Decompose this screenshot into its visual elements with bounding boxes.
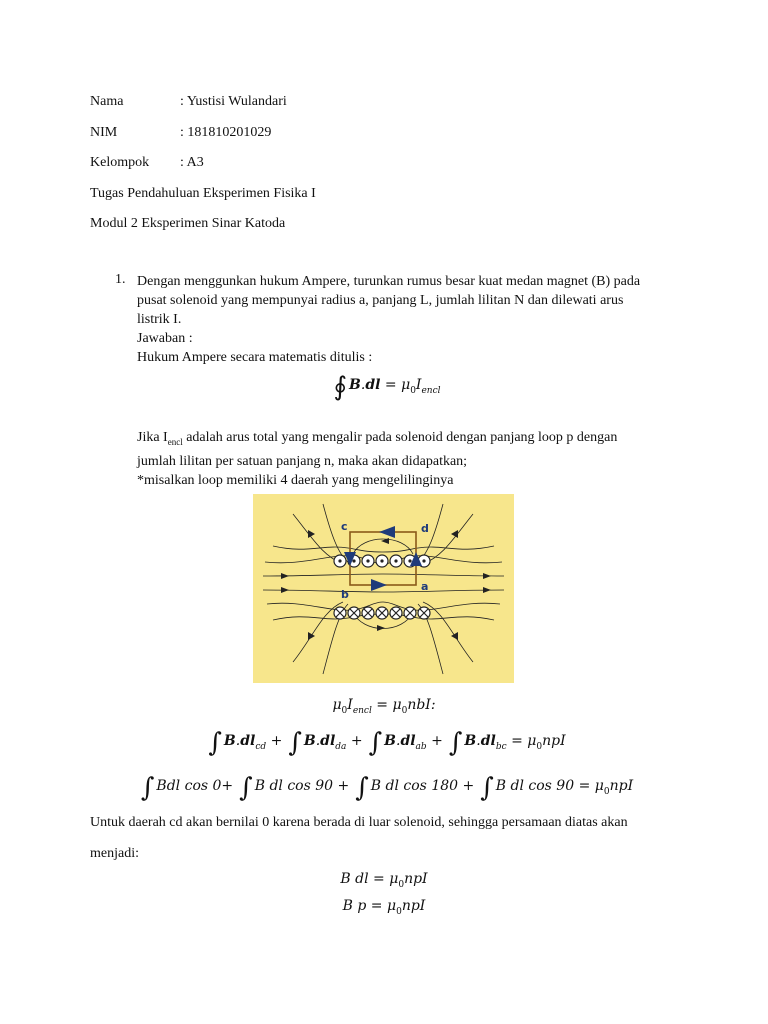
untuk-line-2: menjadi: xyxy=(90,846,139,861)
equation-cosines: ∫ Bdl cos 0+ ∫ B dl cos 90 + ∫ B dl cos 180 + ∫ B dl $\cos 90 = \mu_0npI$ xyxy=(140,773,634,803)
eq-encl-sub: encl xyxy=(421,385,441,396)
nim-label: NIM xyxy=(90,125,118,140)
header-nama xyxy=(90,94,287,110)
question-line-2: pusat solenoid yang mempunyai radius a, panjang L, jumlah lilitan N dan dilewati arus xyxy=(137,293,624,308)
eq2-nbi: nbI: xyxy=(407,697,436,713)
equation-ampere: ∮ $B.dl = \mu_0I_{encl}$ xyxy=(333,372,441,402)
label-c: c xyxy=(341,520,348,533)
question-text xyxy=(137,272,697,367)
eq-cos90a: B dl cos 90 + xyxy=(254,778,350,794)
equation-loop-sum: ∫ $B.dl_{cd}$ + ∫ $B.dl_{da}$ + ∫ $B.dl_{ab}$ + ∫ $B.dl_{bc} = \mu_0npI$ xyxy=(208,728,566,758)
eq6-npi: npI xyxy=(401,898,426,914)
label-a: a xyxy=(421,580,429,593)
eq-cos180: B dl cos 180 + xyxy=(370,778,475,794)
eq-zero-sub: 0 xyxy=(410,385,416,396)
eq-cos90b: B dl cos 90 = xyxy=(495,778,591,794)
nama-label: Nama xyxy=(90,94,124,109)
modul-title: Modul 2 Eksperimen Sinar Katoda xyxy=(90,216,286,231)
eq3-npi: npI xyxy=(542,733,566,749)
figure-background xyxy=(253,494,514,683)
nim-value: : 181810201029 xyxy=(180,125,272,140)
sub-da: da xyxy=(335,741,347,752)
header-kelompok xyxy=(90,155,204,171)
tugas-title: Tugas Pendahuluan Eksperimen Fisika I xyxy=(90,186,316,201)
eq4-npi: npI xyxy=(609,778,634,794)
jika-sub: encl xyxy=(167,436,183,447)
solenoid-figure xyxy=(253,494,514,683)
jawaban-label: Jawaban : xyxy=(137,331,193,346)
question-line-3: listrik I. xyxy=(137,312,182,327)
kelompok-value: : A3 xyxy=(180,155,204,170)
eq5-npi: npI xyxy=(404,871,428,887)
sub-ab: ab xyxy=(415,741,427,752)
header-nim xyxy=(90,125,271,141)
jika-rest: adalah arus total yang mengalir pada solenoid dengan panjang loop p dengan xyxy=(182,430,618,445)
label-b: b xyxy=(341,588,349,601)
eq-cos0: Bdl cos 0+ xyxy=(156,778,234,794)
question-number: 1. xyxy=(115,272,126,287)
hukum-text: Hukum Ampere secara matematis ditulis : xyxy=(137,350,373,365)
equation-mu0-encl: $\mu_0I_{encl} = \mu_0nbI$: xyxy=(332,697,436,716)
eq2-encl-sub: encl xyxy=(352,705,372,716)
jika-line-2: jumlah lilitan per satuan panjang n, maka akan didapatkan; xyxy=(137,453,468,469)
untuk-line-1: Untuk daerah cd akan bernilai 0 karena berada di luar solenoid, sehingga persamaan diatas akan xyxy=(90,815,628,830)
question-line-1: Dengan menggunkan hukum Ampere, turunkan rumus besar kuat medan magnet (B) pada xyxy=(137,274,641,289)
sub-cd: cd xyxy=(255,741,267,752)
misal-line: *misalkan loop memiliki 4 daerah yang mengelilinginya xyxy=(137,472,454,488)
sub-bc: bc xyxy=(495,741,507,752)
equation-bdl: B dl = $\mu_0npI$ xyxy=(340,871,428,890)
equation-bp: B $p = \mu_0npI$ xyxy=(342,898,426,917)
label-d: d xyxy=(421,522,429,535)
nama-value: : Yustisi Wulandari xyxy=(180,94,287,109)
kelompok-label: Kelompok xyxy=(90,155,150,170)
jika-line-1 xyxy=(137,428,697,452)
jika-prefix: Jika I xyxy=(137,430,168,445)
jika-paragraph xyxy=(137,428,697,490)
